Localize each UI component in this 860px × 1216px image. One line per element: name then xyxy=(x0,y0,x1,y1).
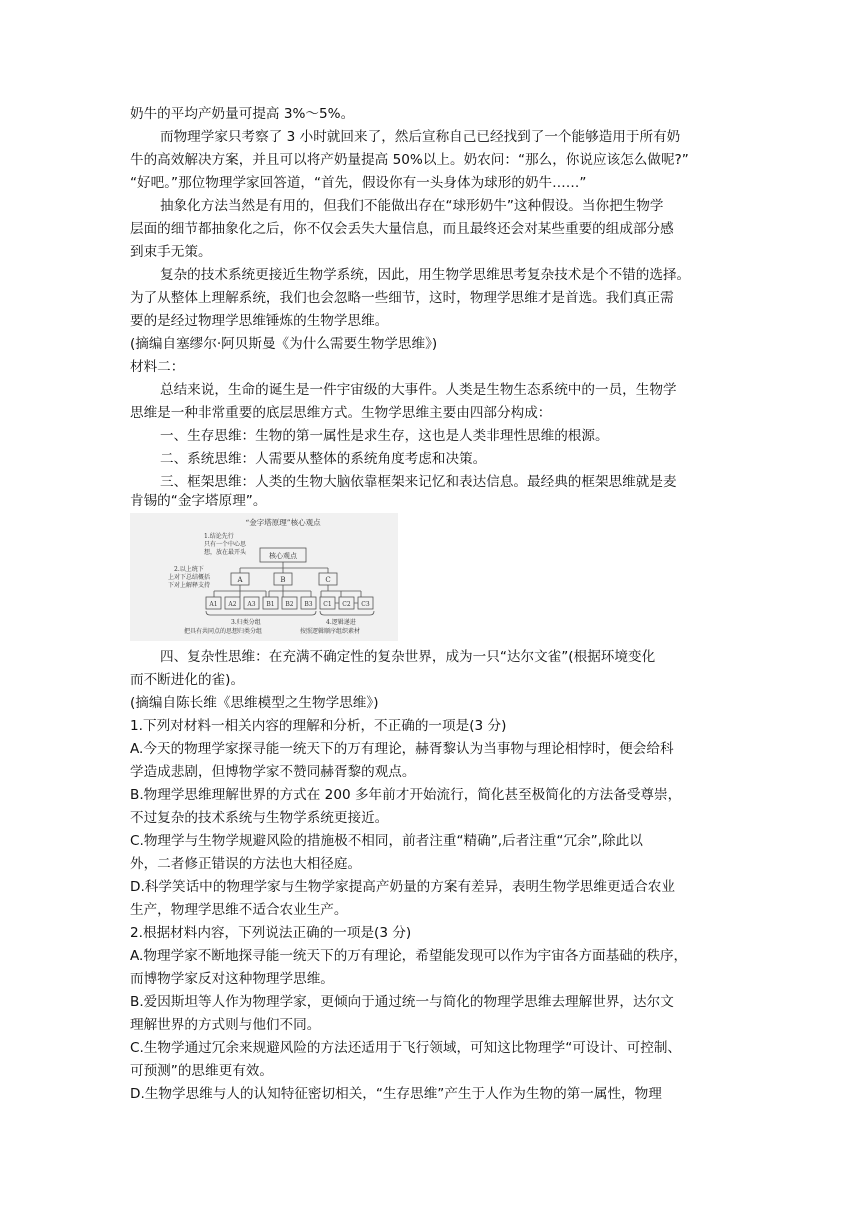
note-text: 3.归类分组 xyxy=(231,619,261,626)
leaf-label: A1 xyxy=(209,601,218,608)
source-citation: (摘编自塞缪尔·阿贝斯曼《为什么需要生物学思维》) xyxy=(130,336,438,352)
note-text: 4.逻辑递进 xyxy=(326,619,356,626)
text-line: 可预测”的思维更有效。 xyxy=(130,1063,273,1079)
leaf-label: C2 xyxy=(342,601,351,608)
text-line: 二、系统思维：人需要从整体的系统角度考虑和决策。 xyxy=(160,451,487,467)
answer-option: A.今天的物理学家探寻能一统天下的万有理论，赫胥黎认为当事物与理论相悖时，便会给科 xyxy=(130,741,674,757)
text-line: 总结来说，生命的诞生是一件宇宙级的大事件。人类是生物生态系统中的一员，生物学 xyxy=(160,382,677,398)
text-line: “好吧。”那位物理学家回答道，“首先，假设你有一头身体为球形的奶牛……” xyxy=(130,175,587,191)
leaf-label: B2 xyxy=(285,601,294,608)
text-line: 抽象化方法当然是有用的，但我们不能做出存在“球形奶牛”这种假设。当你把生物学 xyxy=(160,198,664,214)
note-text: 想，放在最开头 xyxy=(204,549,247,556)
text-line: 思维是一种非常重要的底层思维方式。生物学思维主要由四部分构成： xyxy=(130,405,552,421)
note-text: 上对下总结概括 xyxy=(168,574,211,581)
leaf-label: C1 xyxy=(323,601,332,608)
note-text: 下对上解释支持 xyxy=(168,582,211,589)
text-line: 奶牛的平均产奶量可提高 3%～5%。 xyxy=(130,106,355,122)
leaf-label: C3 xyxy=(361,601,370,608)
note-text: 只有一个中心思 xyxy=(204,541,247,548)
text-line: 生产，物理学思维不适合农业生产。 xyxy=(130,902,348,918)
mid-label: B xyxy=(280,576,286,584)
answer-option: C.生物学通过冗余来规避风险的方法还适用于飞行领域，可知这比物理学“可设计、可控制、 xyxy=(130,1040,682,1056)
answer-option: D.生物学思维与人的认知特征密切相关，“生存思维”产生于人作为生物的第一属性，物理 xyxy=(130,1086,662,1102)
pyramid-diagram xyxy=(130,513,398,641)
figure-title: “金字塔原理”核心观点 xyxy=(245,518,321,527)
leaf-label: B1 xyxy=(266,601,275,608)
text-line: 外，二者修正错误的方法也大相径庭。 xyxy=(130,856,362,872)
leaf-label: A2 xyxy=(228,601,237,608)
answer-option: C.物理学与生物学规避风险的措施极不相同，前者注重“精确”,后者注重“冗余”,除此以 xyxy=(130,833,643,849)
text-line: 到束手无策。 xyxy=(130,244,212,260)
leaf-label: B3 xyxy=(304,601,313,608)
question-stem: 2.根据材料内容，下列说法正确的一项是(3 分) xyxy=(130,925,412,941)
text-line: 复杂的技术系统更接近生物学系统，因此，用生物学思维思考复杂技术是个不错的选择。 xyxy=(160,267,691,283)
mid-label: C xyxy=(325,576,331,584)
note-text: 1.结论先行 xyxy=(204,533,234,540)
text-line: 而物理学家只考察了 3 小时就回来了，然后宣称自己已经找到了一个能够造用于所有奶 xyxy=(160,129,681,145)
text-line: 而博物学家反对这种物理学思维。 xyxy=(130,971,334,987)
text-line: 要的是经过物理学思维锤炼的生物学思维。 xyxy=(130,313,389,329)
answer-option: D.科学笑话中的物理学家与生物学家提高产奶量的方案有差异，表明生物学思维更适合农业 xyxy=(130,879,675,895)
section-heading: 材料二： xyxy=(130,359,185,375)
note-text: 按照逻辑顺序组织素材 xyxy=(300,628,361,635)
mid-label: A xyxy=(237,576,243,584)
text-line: 肯锡的“金字塔原理”。 xyxy=(130,493,267,509)
text-line: 层面的细节都抽象化之后，你不仅会丢失大量信息，而且最终还会对某些重要的组成部分感 xyxy=(130,221,674,237)
root-label: 核心观点 xyxy=(269,552,297,560)
pyramid-principle-figure xyxy=(130,513,398,641)
text-line: 而不断进化的雀)。 xyxy=(130,672,245,688)
text-line: 牛的高效解决方案，并且可以将产奶量提高 50%以上。奶农问：“那么，你说应该怎么做呢?” xyxy=(130,152,689,168)
answer-option: B.爱因斯坦等人作为物理学家，更倾向于通过统一与简化的物理学思维去理解世界，达尔文 xyxy=(130,994,674,1010)
text-line: 一、生存思维：生物的第一属性是求生存，这也是人类非理性思维的根源。 xyxy=(160,428,609,444)
note-text: 把具有共同点的思想归类分组 xyxy=(184,628,263,635)
text-line: 学造成悲剧，但博物学家不赞同赫胥黎的观点。 xyxy=(130,764,416,780)
note-text: 2.以上统下 xyxy=(174,566,204,573)
answer-option: A.物理学家不断地探寻能一统天下的万有理论，希望能发现可以作为宇宙各方面基础的秩序， xyxy=(130,948,688,964)
text-line: 理解世界的方式则与他们不同。 xyxy=(130,1017,321,1033)
question-stem: 1.下列对材料一相关内容的理解和分析，不正确的一项是(3 分) xyxy=(130,718,507,734)
answer-option: B.物理学思维理解世界的方式在 200 多年前才开始流行，简化甚至极简化的方法备受尊崇， xyxy=(130,787,682,803)
text-line: 不过复杂的技术系统与生物学系统更接近。 xyxy=(130,810,389,826)
text-line: 四、复杂性思维：在充满不确定性的复杂世界，成为一只“达尔文雀”(根据环境变化 xyxy=(160,649,656,665)
text-line: 为了从整体上理解系统，我们也会忽略一些细节，这时，物理学思维才是首选。我们真正需 xyxy=(130,290,674,306)
source-citation: (摘编自陈长维《思维模型之生物学思维》) xyxy=(130,695,379,711)
text-line: 三、框架思维：人类的生物大脑依靠框架来记忆和表达信息。最经典的框架思维就是麦 xyxy=(160,474,677,490)
leaf-label: A3 xyxy=(247,601,256,608)
